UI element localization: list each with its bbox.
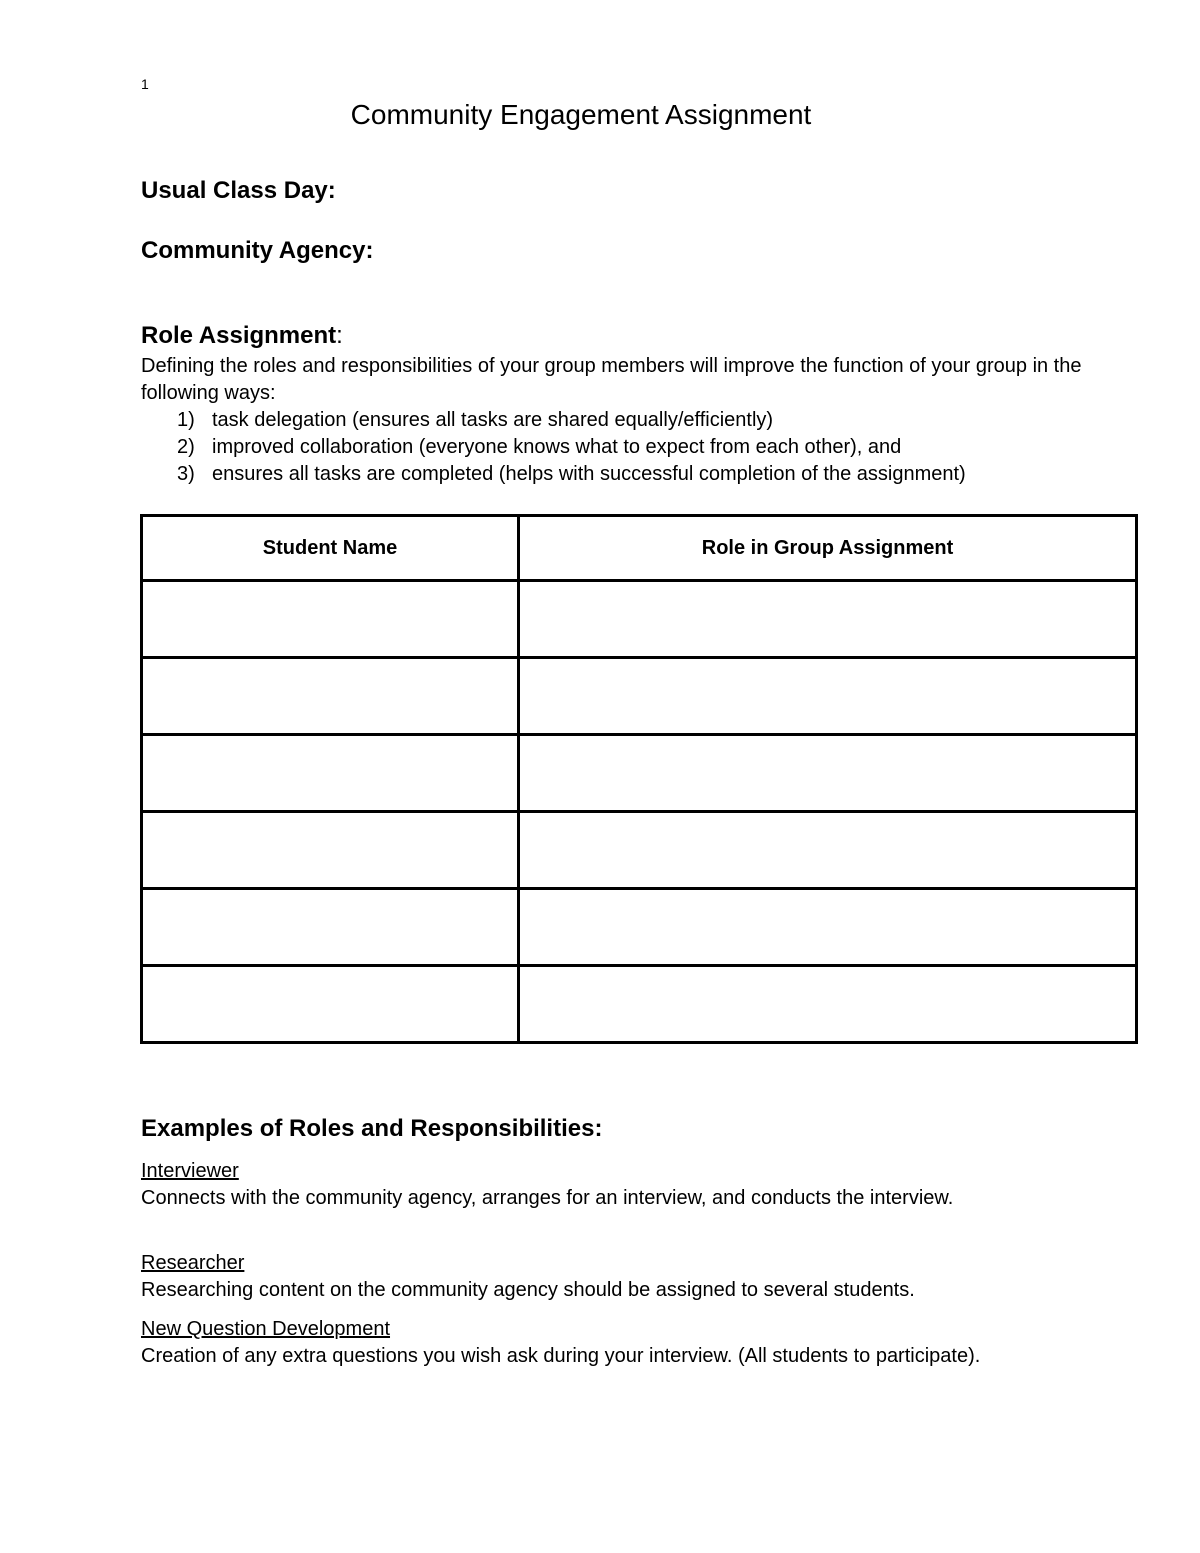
role-example-new-question-development [141, 1316, 1101, 1370]
benefit-number: 3) [177, 463, 195, 485]
role-cell[interactable] [519, 889, 1137, 966]
community-agency-label: Community Agency: [141, 237, 374, 264]
document-title: Community Engagement Assignment [350, 99, 812, 130]
table-row [142, 658, 1137, 735]
student-name-header: Student Name [142, 516, 519, 581]
role-name: Researcher [141, 1252, 245, 1274]
table-row [142, 966, 1137, 1043]
role-assignment-heading [141, 322, 343, 350]
student-name-cell[interactable] [142, 581, 519, 658]
role-assignment-table [140, 514, 1138, 1044]
table-header-row [142, 516, 1137, 581]
table-row [142, 735, 1137, 812]
role-example-researcher [141, 1250, 1101, 1304]
role-description: Researching content on the community agency should be assigned to several students. [141, 1279, 915, 1301]
student-name-cell[interactable] [142, 889, 519, 966]
benefit-text: ensures all tasks are completed (helps with successful completion of the assignment) [212, 463, 966, 485]
role-name: New Question Development [141, 1318, 391, 1340]
benefit-text: improved collaboration (everyone knows what to expect from each other), and [212, 436, 902, 458]
class-day-label: Usual Class Day: [141, 177, 336, 204]
benefit-item [141, 461, 1101, 488]
role-cell[interactable] [519, 735, 1137, 812]
role-description: Connects with the community agency, arranges for an interview, and conducts the interview. [141, 1187, 954, 1209]
benefits-list [141, 407, 1101, 488]
benefit-item [141, 407, 1101, 434]
student-name-cell[interactable] [142, 966, 519, 1043]
role-cell[interactable] [519, 658, 1137, 735]
role-assignment-heading-colon: : [336, 322, 343, 349]
table-row [142, 581, 1137, 658]
role-cell[interactable] [519, 812, 1137, 889]
student-name-cell[interactable] [142, 735, 519, 812]
table-row [142, 812, 1137, 889]
examples-heading: Examples of Roles and Responsibilities: [141, 1115, 603, 1142]
role-example-interviewer [141, 1158, 1101, 1212]
role-name: Interviewer [141, 1160, 239, 1182]
benefit-number: 1) [177, 409, 195, 431]
role-header: Role in Group Assignment [519, 516, 1137, 581]
role-assignment-intro: Defining the roles and responsibilities of your group members will improve the function of your group in the following ways: [141, 355, 1082, 404]
role-cell[interactable] [519, 581, 1137, 658]
benefit-text: task delegation (ensures all tasks are shared equally/efficiently) [212, 409, 774, 431]
benefit-number: 2) [177, 436, 195, 458]
benefit-item [141, 434, 1101, 461]
role-assignment-heading-text: Role Assignment [141, 322, 337, 349]
role-cell[interactable] [519, 966, 1137, 1043]
student-name-cell[interactable] [142, 658, 519, 735]
page-number: 1 [141, 76, 149, 92]
table-row [142, 889, 1137, 966]
student-name-cell[interactable] [142, 812, 519, 889]
role-description: Creation of any extra questions you wish ask during your interview. (All students to participate). [141, 1345, 981, 1367]
